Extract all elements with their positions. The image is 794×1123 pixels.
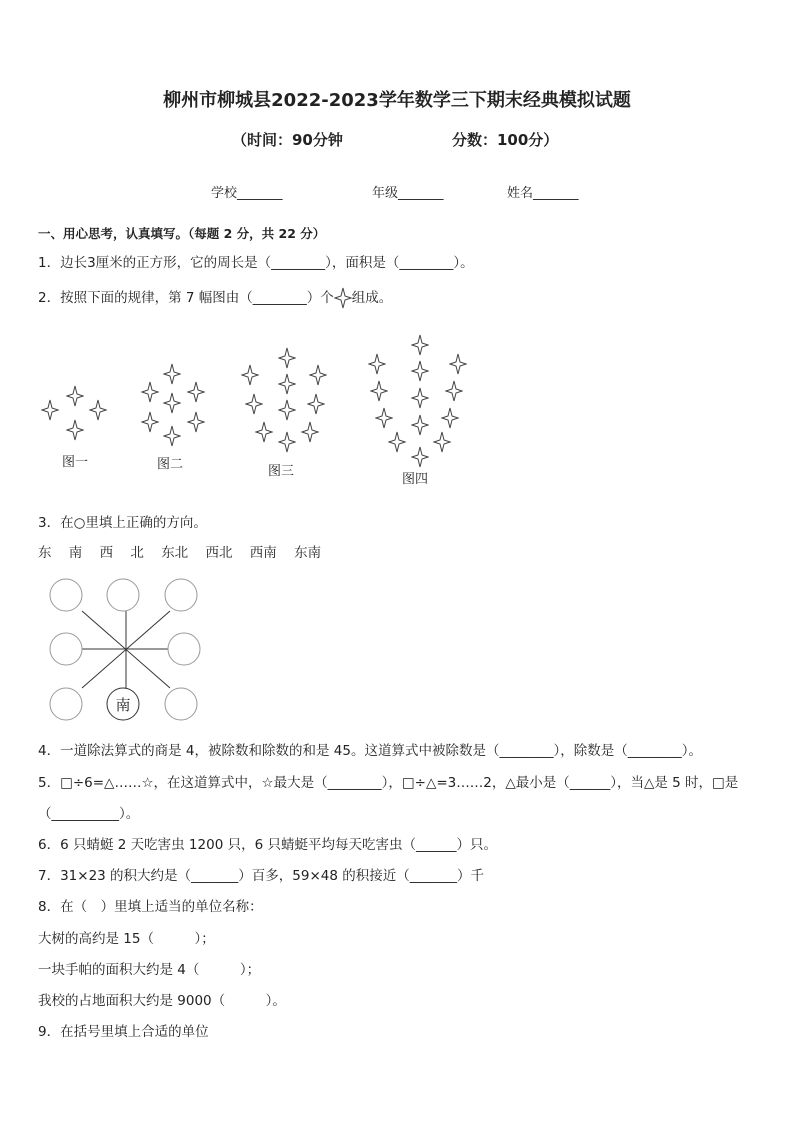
direction-word: 南 (68, 545, 83, 561)
four-point-star-icon (433, 431, 451, 453)
question-5-continued: （__________）。 (38, 806, 140, 822)
question-2-suffix: 组成。 (351, 290, 393, 306)
four-point-star-icon (411, 446, 429, 468)
four-point-star-icon (141, 411, 159, 433)
four-point-star-icon (307, 393, 325, 415)
four-point-star-icon (245, 393, 263, 415)
direction-circle-north (107, 579, 139, 611)
question-1: 1．边长3厘米的正方形，它的周长是（________），面积是（________）。 (38, 255, 474, 271)
four-point-star-icon (375, 407, 393, 429)
direction-word: 西 (99, 545, 114, 561)
direction-diagram (42, 576, 212, 726)
four-point-star-icon (309, 364, 327, 386)
south-label: 南 (115, 696, 131, 714)
four-point-star-icon (370, 380, 388, 402)
direction-circle-southeast (165, 688, 197, 720)
direction-circle-northwest (50, 579, 82, 611)
four-point-star-icon (411, 360, 429, 382)
school-field[interactable]: 学校_______ (211, 186, 283, 201)
four-point-star-icon (141, 381, 159, 403)
four-point-star-icon (278, 347, 296, 369)
four-point-star-icon (66, 419, 84, 441)
question-8c: 我校的占地面积大约是 9000（ ）。 (38, 993, 286, 1009)
grade-field[interactable]: 年级_______ (372, 186, 444, 201)
question-5: 5．□÷6=△……☆，在这道算式中，☆最大是（________），□÷△=3……2，△最小是（______），当△是 5 时，□是 (38, 775, 739, 791)
direction-word: 东南 (294, 545, 322, 561)
direction-word: 西北 (205, 545, 233, 561)
direction-circle-west (50, 633, 82, 665)
four-point-star-icon (411, 414, 429, 436)
exam-time: （时间：90分钟 (232, 131, 343, 149)
direction-word: 东北 (161, 545, 189, 561)
section-heading: 一、用心思考，认真填写。（每题 2 分，共 22 分） (38, 226, 326, 241)
direction-circle-southwest (50, 688, 82, 720)
direction-circle-northeast (165, 579, 197, 611)
four-point-star-icon (41, 399, 59, 421)
question-7: 7．31×23 的积大约是（_______）百多，59×48 的积接近（_______）千 (38, 868, 485, 884)
question-6: 6．6 只蜻蜓 2 天吃害虫 1200 只，6 只蜻蜓平均每天吃害虫（______）只。 (38, 837, 497, 853)
four-point-star-icon (445, 380, 463, 402)
four-point-star-icon (334, 287, 352, 309)
direction-word: 北 (130, 545, 144, 561)
four-point-star-icon (411, 387, 429, 409)
four-point-star-icon (163, 363, 181, 385)
four-point-star-icon (388, 431, 406, 453)
figure-3-label: 图三 (268, 464, 295, 479)
direction-word: 西南 (249, 545, 277, 561)
four-point-star-icon (187, 381, 205, 403)
four-point-star-icon (89, 399, 107, 421)
four-point-star-icon (163, 425, 181, 447)
four-point-star-icon (278, 431, 296, 453)
four-point-star-icon (278, 373, 296, 395)
exam-score: 分数：100分） (452, 131, 559, 149)
question-2 (38, 286, 392, 309)
four-point-star-icon (163, 392, 181, 414)
four-point-star-icon (278, 399, 296, 421)
question-4: 4．一道除法算式的商是 4，被除数和除数的和是 45。这道算式中被除数是（________），除数是（________）。 (38, 743, 702, 759)
question-3: 3．在○里填上正确的方向。 (38, 515, 207, 531)
four-point-star-icon (449, 353, 467, 375)
four-point-star-icon (187, 411, 205, 433)
name-field[interactable]: 姓名_______ (507, 186, 579, 201)
direction-word: 东 (38, 545, 52, 561)
direction-circle-east (168, 633, 200, 665)
four-point-star-icon (255, 421, 273, 443)
figure-4-label: 图四 (402, 472, 429, 487)
direction-word-list (38, 541, 334, 561)
four-point-star-icon (301, 421, 319, 443)
figure-1-label: 图一 (62, 455, 89, 470)
four-point-star-icon (241, 364, 259, 386)
four-point-star-icon (411, 334, 429, 356)
question-8: 8．在（ ）里填上适当的单位名称： (38, 899, 263, 915)
four-point-star-icon (441, 407, 459, 429)
figure-2-label: 图二 (157, 457, 184, 472)
question-8a: 大树的高约是 15（ ）； (38, 931, 215, 947)
question-9: 9．在括号里填上合适的单位 (38, 1024, 209, 1040)
question-2-text: 2．按照下面的规律，第 7 幅图由（________）个 (38, 290, 334, 306)
question-8b: 一块手帕的面积大约是 4（ ）； (38, 962, 261, 978)
four-point-star-icon (368, 353, 386, 375)
page-title: 柳州市柳城县2022-2023学年数学三下期末经典模拟试题 (163, 90, 631, 111)
four-point-star-icon (66, 385, 84, 407)
